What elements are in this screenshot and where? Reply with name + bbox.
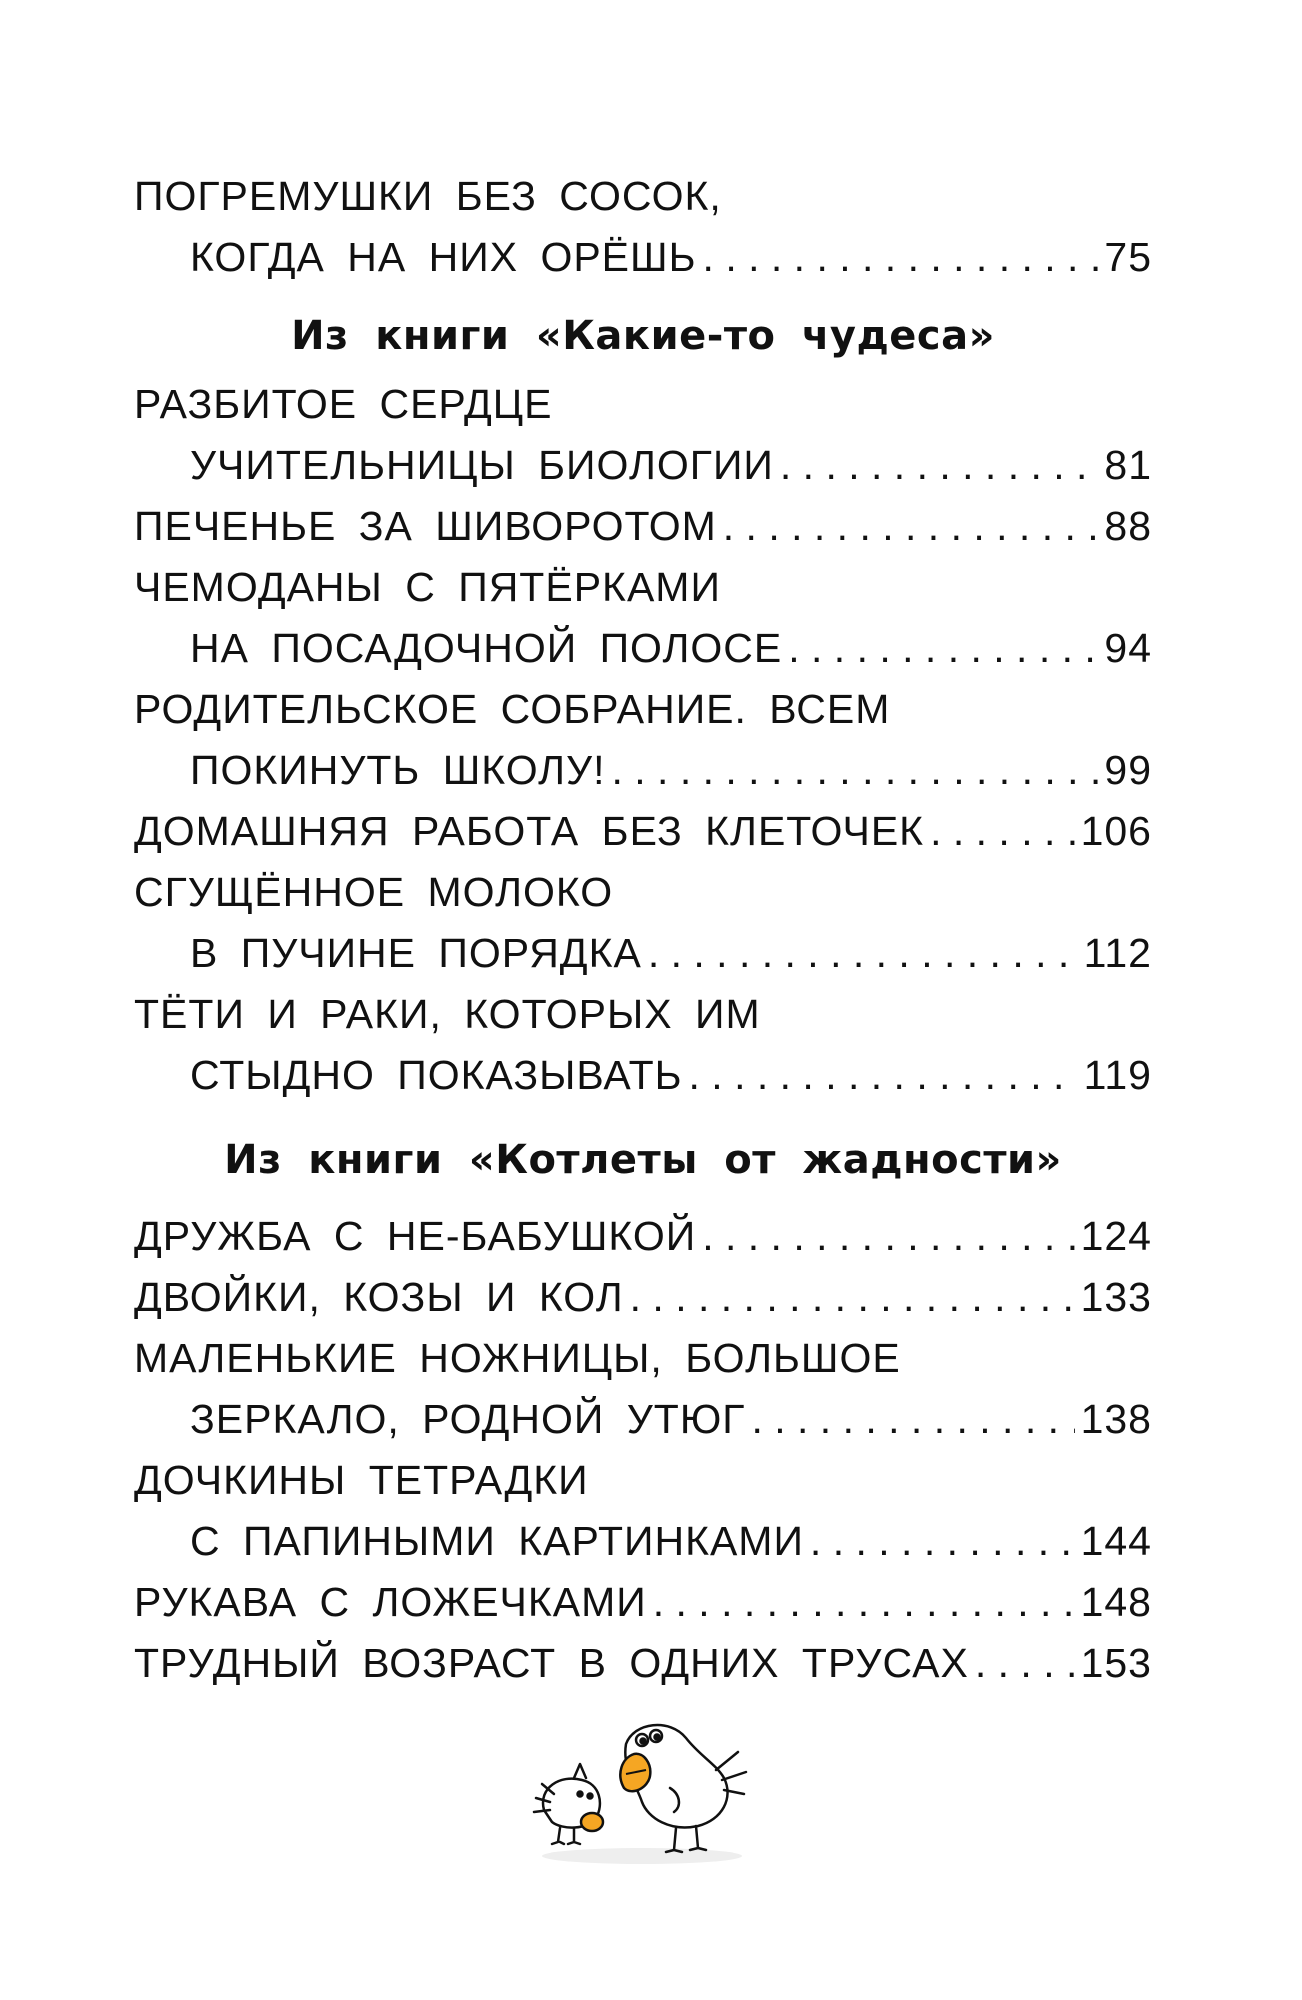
toc-leader-dots	[810, 1511, 1075, 1572]
toc-entry-line	[134, 984, 1152, 1045]
toc-entry-title: ПОКИНУТЬ ШКОЛУ!	[190, 747, 606, 793]
toc-entry-line	[134, 227, 1152, 288]
toc-entry-title: СГУЩЁННОЕ МОЛОКО	[134, 869, 614, 915]
toc-entry-line	[134, 1045, 1152, 1106]
toc-entry	[134, 374, 1152, 496]
toc-entry	[134, 1328, 1152, 1450]
toc-entry-title: В ПУЧИНЕ ПОРЯДКА	[190, 930, 642, 976]
toc-entry-line	[134, 374, 1152, 435]
toc-entry-line	[134, 496, 1152, 557]
table-of-contents	[134, 166, 1152, 1694]
toc-entry-title: УЧИТЕЛЬНИЦЫ БИОЛОГИИ	[190, 442, 774, 488]
toc-entry-line	[134, 1450, 1152, 1511]
toc-entry-title: ЧЕМОДАНЫ С ПЯТЁРКАМИ	[134, 564, 721, 610]
toc-entry-title: МАЛЕНЬКИЕ НОЖНИЦЫ, БОЛЬШОЕ	[134, 1335, 901, 1381]
toc-leader-dots	[702, 1206, 1074, 1267]
toc-leader-dots	[689, 1045, 1078, 1106]
toc-entry-title: КОГДА НА НИХ ОРЁШЬ	[190, 234, 697, 280]
toc-entry-title: С ПАПИНЫМИ КАРТИНКАМИ	[190, 1518, 804, 1564]
toc-page-number: 99	[1104, 747, 1152, 793]
toc-entry-title: РАЗБИТОЕ СЕРДЦЕ	[134, 381, 553, 427]
toc-entry	[134, 679, 1152, 801]
toc-page-number: 119	[1083, 1052, 1152, 1098]
toc-leader-dots	[788, 618, 1098, 679]
toc-entry-line	[134, 618, 1152, 679]
toc-entry-line	[134, 740, 1152, 801]
toc-entry-title: ДВОЙКИ, КОЗЫ И КОЛ	[134, 1274, 624, 1320]
toc-entry-line	[134, 1206, 1152, 1267]
toc-entry	[134, 1206, 1152, 1267]
toc-entry-title: РУКАВА С ЛОЖЕЧКАМИ	[134, 1579, 647, 1625]
toc-entry	[134, 801, 1152, 862]
toc-entry-line	[134, 923, 1152, 984]
toc-leader-dots	[611, 740, 1098, 801]
toc-leader-dots	[703, 227, 1099, 288]
toc-page-number: 124	[1080, 1213, 1152, 1259]
toc-entry	[134, 1572, 1152, 1633]
toc-entry-line	[134, 1633, 1152, 1694]
toc-entry-line	[134, 679, 1152, 740]
toc-entry-line	[134, 1511, 1152, 1572]
toc-entry-title: РОДИТЕЛЬСКОЕ СОБРАНИЕ. ВСЕМ	[134, 686, 891, 732]
toc-entry-title: НА ПОСАДОЧНОЙ ПОЛОСЕ	[190, 625, 783, 671]
toc-entry	[134, 496, 1152, 557]
toc-leader-dots	[930, 801, 1075, 862]
toc-leader-dots	[723, 496, 1099, 557]
toc-page-number: 153	[1080, 1640, 1152, 1686]
toc-entry-line	[134, 801, 1152, 862]
toc-leader-dots	[780, 435, 1099, 496]
toc-entry	[134, 1633, 1152, 1694]
section-heading: Из книги «Котлеты от жадности»	[224, 1137, 1062, 1183]
toc-entry-title: СТЫДНО ПОКАЗЫВАТЬ	[190, 1052, 683, 1098]
toc-page-number: 144	[1080, 1518, 1152, 1564]
toc-page-number: 94	[1104, 625, 1152, 671]
toc-entry-title: ТРУДНЫЙ ВОЗРАСТ В ОДНИХ ТРУСАХ	[134, 1640, 969, 1686]
toc-page-number: 81	[1104, 442, 1152, 488]
toc-page-number: 148	[1080, 1579, 1152, 1625]
toc-entry-line	[134, 1389, 1152, 1450]
toc-leader-dots	[653, 1572, 1075, 1633]
toc-page-number: 112	[1083, 930, 1152, 976]
toc-entry	[134, 557, 1152, 679]
toc-entry	[134, 984, 1152, 1106]
section-heading: Из книги «Какие-то чудеса»	[291, 313, 995, 359]
toc-entry	[134, 1450, 1152, 1572]
toc-page-number: 106	[1080, 808, 1152, 854]
small-bird-beak	[581, 1813, 603, 1831]
toc-entry	[134, 862, 1152, 984]
toc-entry-line	[134, 166, 1152, 227]
toc-entry-title: ПОГРЕМУШКИ БЕЗ СОСОК,	[134, 173, 722, 219]
toc-entry-title: ДОЧКИНЫ ТЕТРАДКИ	[134, 1457, 589, 1503]
toc-entry-line	[134, 1572, 1152, 1633]
toc-entry-line	[134, 435, 1152, 496]
two-birds-illustration	[530, 1718, 760, 1868]
toc-entry-title: ПЕЧЕНЬЕ ЗА ШИВОРОТОМ	[134, 503, 717, 549]
toc-entry-title: ДОМАШНЯЯ РАБОТА БЕЗ КЛЕТОЧЕК	[134, 808, 925, 854]
ground-shadow	[542, 1848, 742, 1864]
toc-entry-title: ТЁТИ И РАКИ, КОТОРЫХ ИМ	[134, 991, 761, 1037]
toc-page-number: 138	[1080, 1396, 1152, 1442]
toc-entry-line	[134, 1328, 1152, 1389]
toc-leader-dots	[975, 1633, 1075, 1694]
toc-entry-line	[134, 1267, 1152, 1328]
toc-entry	[134, 1267, 1152, 1328]
toc-entry-intro	[134, 166, 1152, 288]
toc-leader-dots	[751, 1389, 1074, 1450]
toc-entry-line	[134, 557, 1152, 618]
toc-leader-dots	[648, 923, 1078, 984]
toc-page-number: 133	[1080, 1274, 1152, 1320]
toc-entry-line	[134, 862, 1152, 923]
toc-entry-title: ЗЕРКАЛО, РОДНОЙ УТЮГ	[190, 1396, 746, 1442]
toc-page-number: 88	[1104, 503, 1152, 549]
toc-leader-dots	[630, 1267, 1075, 1328]
toc-page-number: 75	[1104, 234, 1152, 280]
toc-entry-title: ДРУЖБА С НЕ-БАБУШКОЙ	[134, 1213, 697, 1259]
